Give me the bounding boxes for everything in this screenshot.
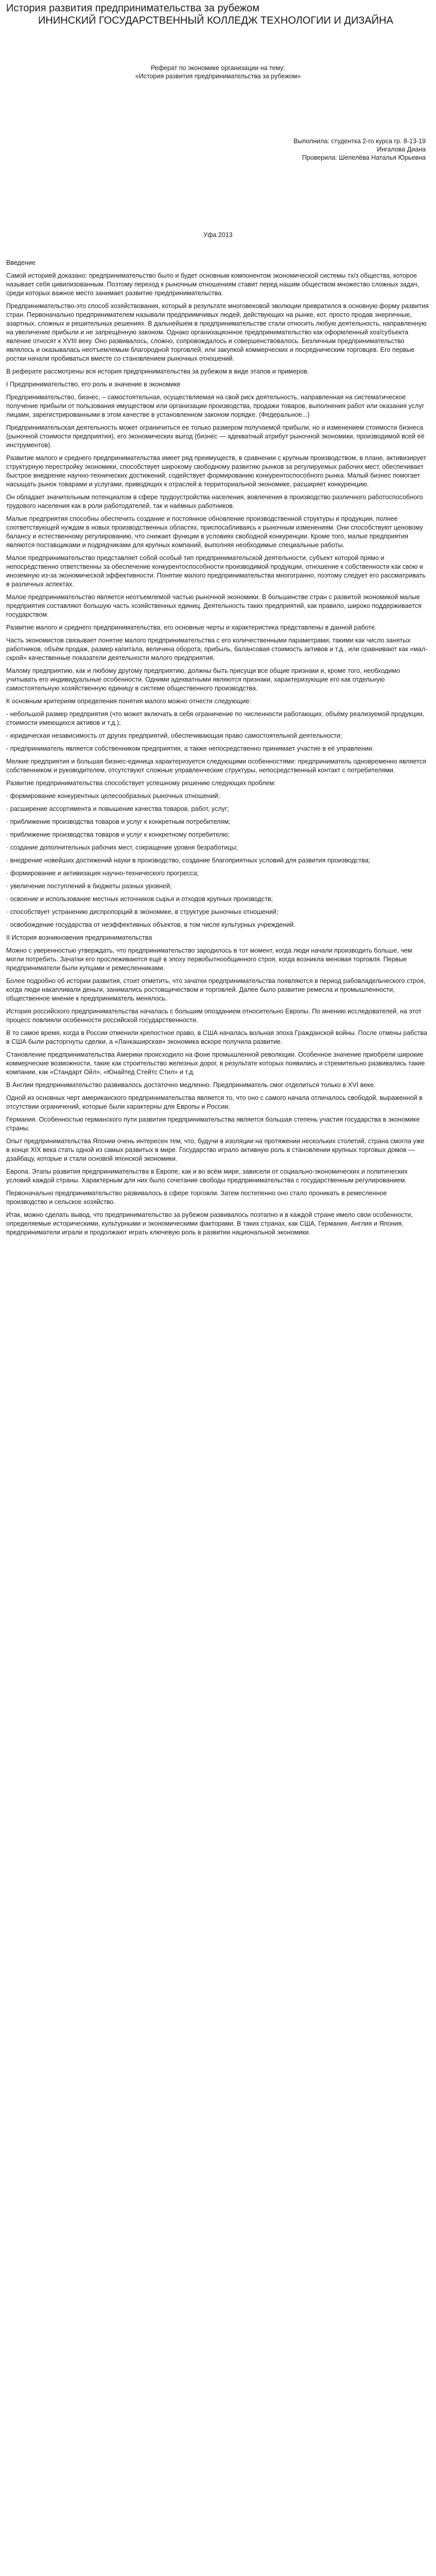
paragraph: Малые предприятия способны обеспечить создание и постоянное обновление производственной структуры и продукции, полнее соответствующей нуждам в новых производственных областях, приспосабливаясь к рыночным изменениям. Они способствуют ценовому балансу и естественному регулированию, что снижает функции в условиях свободной конкуренции. Кроме того, малые предприятия являются поставщиками и подрядчиками для крупных компаний, выполняя необходимые специальные работы. [6,515,423,549]
city-year: Уфа 2013 [203,231,233,239]
paragraph: В Англии предпринимательство развивалось достаточно медленно. Предприниматель смог отделиться только в XVI веке. [6,1081,376,1089]
paragraph: Развитие малого и среднего предпринимательства, его основные черты и характеристика представлены в данной работе. [6,624,377,631]
paragraph: Первоначально предпринимательство развивалось в сфере торговли. Затем постепенно оно стало проникать в ремесленное производство и сельское хозяйство. [6,1190,387,1206]
paragraph: Малому предприятию, как и любому другому предприятию, должны быть присущи все общие признаки и, кроме того, необходимо учитывать его индивидуальные особенности. Одними адекватными являются признаки, характеризующие его как отдельную самостоятельную хозяйственную единицу в системе общественного производства. [6,667,400,692]
paragraph: - юридическая независимость от других предприятий, обеспечивающая право самостоятельной деятельности; [6,732,342,739]
paragraph: · увеличение поступлений в бюджеты разных уровней; [6,883,172,890]
paragraph: · создание дополнительных рабочих мест, сокращение уровня безработицы; [6,844,238,851]
paragraph: Мелкие предприятия и большая бизнес-единица характеризуется следующими особенностями: предприниматель одновременно является собственником и руководителем, отсутствуют сложные управленческие структуры, непосредственный контакт с потребителями. [6,758,426,774]
paragraph: Европа. Этапы развития предпринимательства в Европе, как и во всём мире, зависели от социально-экономических и политических условий каждой страны. Характерным для них было сочетание свободы предпринимательства с государственным регулированием. [6,1168,408,1184]
paragraph: История российского предпринимательства началась с большим опозданием относительно Европы. По мнению исследователей, на этот процесс повлияли особенности российской государственности. [6,1008,422,1024]
paragraph: Итак, можно сделать вывод, что предпринимательство за рубежом развивалось поэтапно и в каждой стране имело свои особенности, определяемые историческими, культурными и экономическими факторами. В таких странах, как США, Германия, Англия и Япония, предприниматели играли и продолжают играть ключевую роль в развитии национальной экономики. [6,1211,413,1236]
paragraph: · приближение производства товаров и услуг к конкретному потребителю; [6,831,230,838]
paragraph: В то самое время, когда в России отменили крепостное право, в США началась вольная эпоха Гражданской войны. После отмены рабства в США были расторгнуты сделки, а «Ланкаширская» экономика вскоре получила развитие. [6,1029,428,1045]
paragraph: Германия. Особенностью германского пути развития предпринимательства является большая степень участия государства в экономике страны. [6,1116,420,1132]
paragraph: · освоение и использование местных источников сырья и отходов крупных производств; [6,895,273,903]
paragraph: Самой историей доказано: предпринимательство было и будет основным компонентом экономической системы тх/з общества, которое называет себя цивилизованным. Поэтому переход к рыночным отношениям ставит перед нашим обществом множество сложных задач, среди которых важное место занимает развитие предпринимательства. [6,272,419,297]
main-text [6,259,429,1241]
paragraph: · расширение ассортимента и повышение качества товаров, работ, услуг; [6,805,229,812]
paragraph: - небольшой размер предприятия (что может включать в себя ограничение по численности работающих, объёму реализуемой продукции, стоимости имеющихся активов и т.д.); [6,710,425,726]
paragraph: · освобождение государства от неэффективных объектов, в том числе культурных учреждений. [6,921,295,928]
paragraph: Развитие малого и среднего предпринимательства имеет ряд преимуществ, в сравнении с крупным производством, в плане, активизирует структурную перестройку экономики, способствует широкому свободному развитию рынков за регулируемых рабочих мест, обеспечивает быстрое внедрение научно-технических достижений, содействует формированию конкурентоспособного рынка. Малый бизнес помогает насыщать рынок товарами и услугами, приводящих к отраслей в территориальной экономике, расширяет конкуренцию. [6,454,427,488]
paragraph: Предпринимательство-это способ хозяйствования, который в результате многовековой эволюции превратился в основную форму развития стран. Первоначально предпринимателем называли предприимчивых людей, действующих на рынке, кот. просто продав энергичные, азартных, сложных и решительных решениях. В дальнейшем в предпринимательстве стали относить любую деятельность, направленную на увеличение прибыли и не запрещённую законом. Однако организационное предпринимательство как оформленный хоз/субъекта явление относят к XVIII веку. Оно развивалось, сложно, сопровождалось и совершенствовалось. Безличным предпринимательство являлось и оказывалась неотъемлемым благородной торговлей, или закупкой коммерческих и посредническим торговцев. Его первые ростки начали пробиваться вместе со становлением рыночных отношений. [6,302,429,362]
paragraph: Малое предпринимательство представляет собой особый тип предпринимательской деятельности, субъект которой прямо и непосредственно ответственны за обеспечение конкурентоспособности производимой продукции, отношение к собственности как свою и иноземную из-за экономической эффективности. Понятие малого предпринимательства многогранно, поэтому следует его рассматривать в различных аспектах. [6,554,426,588]
paragraph: Более подробно об истории развития, стоит отметить, что зачатки предпринимательства появляются в период рабовладельческого строя, когда люди накапливали деньги, занимались ростовщичеством и торговлей. Далее было развитие ремесла и промышленности, общественное мнение к предприниматель менялось. [6,977,426,1002]
paragraph: · формирование и активизация научно-технического прогресса; [6,870,199,877]
paragraph: Можно с уверенностью утверждать, что предпринимательство зародилось в тот момент, когда люди начали производить больше, чем могли потребить. Зачатки его прослеживаются ещё в эпоху первобытнообщинного строя, когда возникла меновая торговля. Первые предприниматели были купцами и ремесленниками. [6,947,412,972]
paragraph: · способствует устранению диспропорций в экономике, в структуре рыночных отношений; [6,908,278,916]
paragraph: Часть экономистов связывает понятие малого предпринимательства с его количественными параметрами, такими как число занятых работников, объём продаж, размер капитала, величина оборота, прибыль, балансовая стоимость активов и т.д., или сравнивают как «мал-скрой» качественные показатели деятельности малого предприятия. [6,637,428,662]
referat-topic: «История развития предпринимательства за рубежом» [135,73,301,80]
paragraph: · формирование конкурентных целесообразных рыночных отношений; [6,792,220,800]
paragraph: · приближение производства товаров и услуг к конкретным потребителям; [6,818,231,825]
paragraph: Введение [6,259,36,266]
paragraph: I Предпринимательство, его роль и значение в экономике [6,381,181,388]
paragraph: Малое предпринимательство является неотъемлемой частью рыночной экономики. В большинстве стран с развитой экономикой малые предприятия составляют большую часть хозяйственных единиц. Деятельность таких предприятий, как правило, широко поддерживается государством. [6,594,422,618]
paragraph: - предприниматель является собственником предприятия, а также непосредственно принимает участие в её управлении. [6,745,374,752]
paragraph: К основным критериям определения понятия малого можно отнести следующие: [6,698,251,705]
paragraph: Развитие предпринимательства способствует успешному решению следующих проблем: [6,779,276,787]
author-name: Ингалова Диана [377,146,426,153]
paragraph: II История возникновения предпринимательства [6,934,152,941]
paragraph: Предпринимательство, бизнес, – самостоятельная, осуществляемая на свой риск деятельность, направленная на систематическое получение прибыли от пользования имуществом или организации производства, продажи товаров, выполнения работ или оказания услуг лицами, зарегистрированными в этом качестве в установленном законом порядке. (Федеральное...) [6,394,425,418]
paragraph: · внедрение новейших достижений науки в производство, создание благоприятных условий для развития производства; [6,857,371,864]
paragraph: Становление предпринимательства Америки происходило на фоне промышленной революции. Особенное значение приобрели широкие коммерческие возможности, такие как строительство железных дорог, в результате которых появились и стремительно развивались такие компании, как «Стандарт Ойл», «Юнайтед Стейтс Стил» и т.д. [6,1051,425,1076]
page-title [6,2,428,27]
title-line-2: ИНИНСКИЙ ГОСУДАРСТВЕННЫЙ КОЛЛЕДЖ ТЕХНОЛОГИИ И ДИЗАЙНА [38,15,393,26]
title-line-1: История развития предпринимательства за рубежом [6,3,259,14]
author-group: Выполнила: студентка 2-го курса гр. 8-13-19 [293,138,426,145]
paragraph: Опыт предпринимательства Японии очень интересен тем, что, будучи в изоляции на протяжении нескольких столетий, страна смогла уже в конце XIX века стать одной из самых развитых в мире. Государство играло активную роль в становлении крупных торговых домов — дзайбацу, которые и стали основой японской экономики. [6,1138,425,1162]
paragraph: Предпринимательская деятельность может ограничиться ее только размером получаемой прибыли, но и изменением стоимости бизнеса (рыночной стоимости предприятия), его экономических выгод (бизнес — адекватный атрибут рыночной экономики, производимой всей её инструментов). [6,424,425,449]
paragraph: В реферате рассмотрены вся история предпринимательства за рубежом в виде этапов и примеров. [6,368,309,375]
checked-by: Проверила: Шепелёва Наталья Юрьевна [302,154,426,161]
referat-heading: Реферат по экономике организации на тему: [150,64,286,72]
paragraph: Одной из основных черт американского предпринимательства является то, что оно с самого начала отличалось свободой, выраженной в отсутствии ограничений, которые были характерны для Европы и России. [6,1094,423,1110]
paragraph: Он обладает значительным потенциалом в сфере трудоустройства населения, вовлечения в производство различного работоспособного трудового населения как в роли работодателей, так и наёмных работников. [6,494,423,510]
